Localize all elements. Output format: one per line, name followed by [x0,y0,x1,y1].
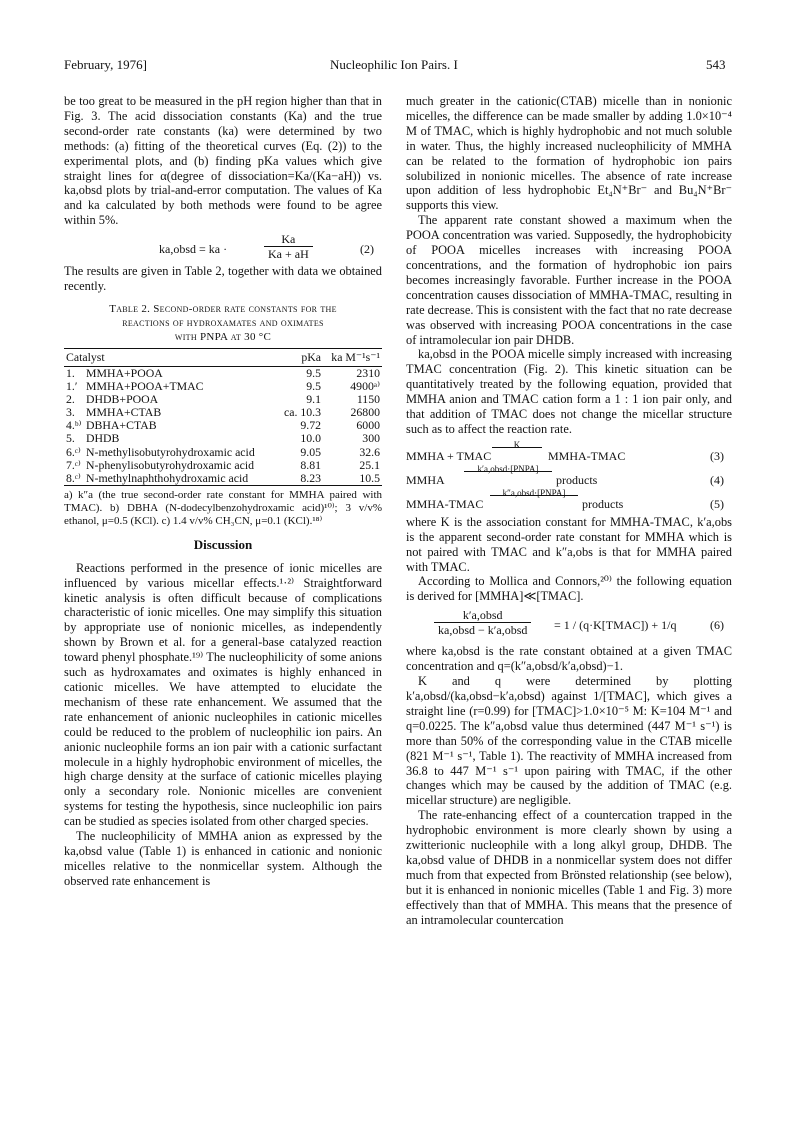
table-row [64,432,382,445]
reaction-left: MMHA-TMAC [406,496,484,511]
reaction-arrow [492,439,542,463]
pka-cell: 9.1 [306,392,322,407]
arrow-label: k″a,obsd·[PNPA] [502,487,566,498]
paragraph: be too great to be measured in the pH region higher than that in Fig. 3. The acid dissociation constants (Ka) and the true second-order rate constants (ka) were determined by two methods: (a) fitting of the theoretical curves (Eq. (2)) to the experimental plots, and (b) finding pKa values which give straight lines for α(degree of dissociation=Ka/(Ka−aH)) vs. ka,obsd plots by trial-and-error computation. The values of Ka and ka calculated by both methods were found to be agree within 5%. [64,94,382,228]
catalyst-cell: DHDB+POOA [86,392,159,407]
ka-cell: 32.6 [359,444,380,459]
pka-cell: ca. 10.3 [284,405,322,420]
table-row [64,472,382,486]
header-ka: ka M⁻¹s⁻¹ [331,349,380,364]
catalyst-cell: N-methylisobutyrohydroxamic acid [86,444,255,459]
pka-cell: 8.23 [300,470,322,485]
pka-cell: 9.5 [306,365,322,380]
paragraph: K and q were determined by plotting k′a,obsd/(ka,obsd−k′a,obsd) against 1/[TMAC], which gives a straight line (r=0.99) for [TMAC]>1.0×10⁻⁵ M: K=104 M⁻¹ and q=0.0225. The k″a,obsd value thus determined (447 M⁻¹ s⁻¹) is more than 50% of the corresponding value in the CTAB micelle (821 M⁻¹ s⁻¹, Table 1). The reactivity of MMHA increased from 36.8 to 447 M⁻¹ s⁻¹ upon pairing with TMAC, if the other changes which may be caused by the addition of TMAC (e.g. micellar structure) are negligible. [406,674,732,808]
paragraph: much greater in the cationic(CTAB) micelle than in nonionic micelles, the difference can be made smaller by adding 1.0×10⁻⁴ M of TMAC, which is highly hydrophobic and not much soluble in water. Thus, the highly increased nucleophilicity of MMHA can be related to the formation of hydrophobic ion pairs solubilized in nonionic micelles. The absence of rate increase upon addition of less hydrophobic Et₄N⁺Br⁻ and Bu₄N⁺Br⁻ supports this view. [406,94,732,213]
table-header-row [64,348,382,366]
paragraph: The nucleophilicity of MMHA anion as expressed by the ka,obsd value (Table 1) is enhanced in cationic and nonionic micelles relative to the nonmicellar system. Although the observed rate enhancement is [64,829,382,888]
equation-rhs: = 1 / (q·K[TMAC]) + 1/q [554,618,677,633]
header-pka: pKa [301,349,322,364]
row-number: 1.′ [66,379,78,394]
equation-number: (6) [710,618,724,633]
header-title: Nucleophilic Ion Pairs. I [330,57,458,72]
row-number: 2. [66,392,75,407]
arrow-label: K [513,439,521,450]
paragraph: where K is the association constant for MMHA-TMAC, k′a,obs is the apparent second-order rate constant for MMHA which is not paired with TMAC and k″a,obs is that for MMHA paired with TMAC. [406,514,732,574]
equation-denominator: ka,obsd − k′a,obsd [438,623,528,638]
equation-fraction [434,608,531,637]
ka-cell: 1150 [356,392,380,407]
catalyst-cell: N-phenylisobutyrohydroxamic acid [86,457,255,472]
ka-cell: 4900ᵃ⁾ [350,379,380,394]
page-number: 543 [706,57,726,72]
reaction-right: products [556,472,598,487]
reaction-right: MMHA-TMAC [548,448,626,463]
header-date: February, 1976] [64,57,147,72]
section-title: Discussion [193,536,253,552]
paragraph: The rate-enhancing effect of a countercation trapped in the hydrophobic environment is more clearly shown by using a zwitterionic nucleophile with a long alkyl group, DHDB. The ka,obsd value of DHDB in a nonmicellar system does not differ much from that expected from Brönsted relationship (see below), but it is enhanced in nonionic micelles (Table 1 and Fig. 3) more effectively than that of MMHA. This means that the presence of an intramolecular countercation [406,808,732,927]
equation-number: (4) [710,472,724,487]
equation-6 [406,608,732,642]
arrow-label: k′a,obsd·[PNPA] [477,463,539,474]
ka-cell: 10.5 [359,470,380,485]
ka-cell: 300 [362,431,380,446]
equation-number: (3) [710,448,724,463]
pka-cell: 9.72 [300,418,322,433]
row-number: 7.ᶜ⁾ [66,457,81,472]
equation-number: (2) [360,242,374,257]
table-footnote: a) k″a (the true second-order rate constant for MMHA paired with TMAC). b) DBHA (N-dodecylbenzohydroxamic acid)¹⁰⁾; 3 v/v% ethanol, μ=0.5 (KCl). c) 1.4 v/v% CH₃CN, μ=0.1 (KCl).¹⁸⁾ [64,488,382,527]
pka-cell: 9.05 [300,444,322,459]
equation-2 [64,232,382,262]
equation-lhs: ka,obsd = ka · [159,242,228,257]
row-number: 3. [66,405,75,420]
reaction-left: MMHA + TMAC [406,448,492,463]
right-column [406,94,732,928]
row-number: 4.ᵇ⁾ [66,418,82,433]
catalyst-cell: N-methylnaphthohydroxamic acid [86,470,249,485]
catalyst-cell: DHDB [86,431,120,446]
ka-cell: 25.1 [359,457,380,472]
reaction-left: MMHA [406,472,445,487]
left-column [64,94,382,889]
equation-numerator: Ka [264,232,313,247]
table-row [64,446,382,459]
rate-constants-table [64,348,382,486]
table-caption-line: reactions of hydroxamates and oximates [122,316,324,329]
table-body [64,366,382,485]
paragraph: The apparent rate constant showed a maximum when the POOA concentration was varied. Supposedly, the hydrophobicity of POOA micelles increases with increasing POOA concentrations, and the formation of hydrophobic ion pairs becomes increasingly favorable. Further increase in the POOA concentration causes dissociation of MMHA-TMAC, resulting in rate decrease. This is consistent with the fact that no rate decrease was observed with increasing POOA concentrations in the case of intramolecular ion pair DHDB. [406,213,732,347]
pka-cell: 9.5 [306,379,322,394]
ka-cell: 2310 [356,365,380,380]
reaction-arrow [464,463,552,487]
header-catalyst: Catalyst [66,349,105,364]
paragraph: where ka,obsd is the rate constant obtained at a given TMAC concentration and q=(k″a,obsd/k′a,obsd)−1. [406,644,732,674]
ka-cell: 6000 [356,418,380,433]
row-number: 1. [66,365,75,380]
catalyst-cell: MMHA+POOA+TMAC [86,379,204,394]
catalyst-cell: MMHA+POOA [86,365,163,380]
equation-denominator: Ka + aH [268,247,309,262]
pka-cell: 10.0 [300,431,322,446]
row-number: 8.ᶜ⁾ [66,470,81,485]
table-caption [64,302,382,344]
table-row [64,459,382,472]
equation-fraction [264,232,313,261]
row-number: 6.ᶜ⁾ [66,444,81,459]
ka-cell: 26800 [350,405,380,420]
table-caption-line: Table 2. Second-order rate constants for the [109,302,337,315]
table-row [64,366,382,380]
paragraph: According to Mollica and Connors,²⁰⁾ the following equation is derived for [MMHA]≪[TMAC]. [406,574,732,604]
catalyst-cell: DBHA+CTAB [86,418,157,433]
reaction-right: products [582,496,624,511]
reaction-3 [406,439,732,467]
reaction-5 [406,487,732,515]
equation-number: (5) [710,496,724,511]
table-caption-line: with PNPA at 30 °C [174,330,272,343]
paragraph: The results are given in Table 2, together with data we obtained recently. [64,264,382,294]
paragraph: ka,obsd in the POOA micelle simply increased with increasing TMAC concentration (Fig. 2). This kinetic situation can be quantitatively treated by the following equation, provided that MMHA anion and TMAC cation form a 1 : 1 ion pair only, and that addition of TMAC does not change the micellar structure such as to affect the reaction rate. [406,347,732,436]
paragraph: Reactions performed in the presence of ionic micelles are influenced by various micellar effects.¹·²⁾ Straightforward kinetic analysis is often difficult because of complications characteristic of ionic micelles. One may simplify this situation by appropriate use of nonionic micelles, as independently shown by Brown et al. for a general-base catalyzed reaction toward phenyl phosphate.¹⁹⁾ The nucleophilicity of some anions such as hydroxamates and oximates is highly enhanced in cationic micelles. We have attempted to elucidate the mechanism of these rate enhancement. We assumed that the rate enhancement of anionic nucleophiles in cationic micelles could be reduced to the problem of nucleophilic ion pairs. An anionic nucleophile forms an ion pair with a cationic surfactant molecule in a highly hydrophobic environment of micelles, the high charge density at the surface of cationic micelles playing only a secondary role. Nonionic micelles are convenient systems for testing the hypothesis, since nucleophilic ion pairs can be studied as species isolated from other charged species. [64,560,382,829]
catalyst-cell: MMHA+CTAB [86,405,162,420]
reaction-4 [406,463,732,491]
pka-cell: 8.81 [300,457,322,472]
equation-numerator: k′a,obsd [434,608,531,623]
row-number: 5. [66,431,75,446]
reaction-arrow [490,487,578,511]
